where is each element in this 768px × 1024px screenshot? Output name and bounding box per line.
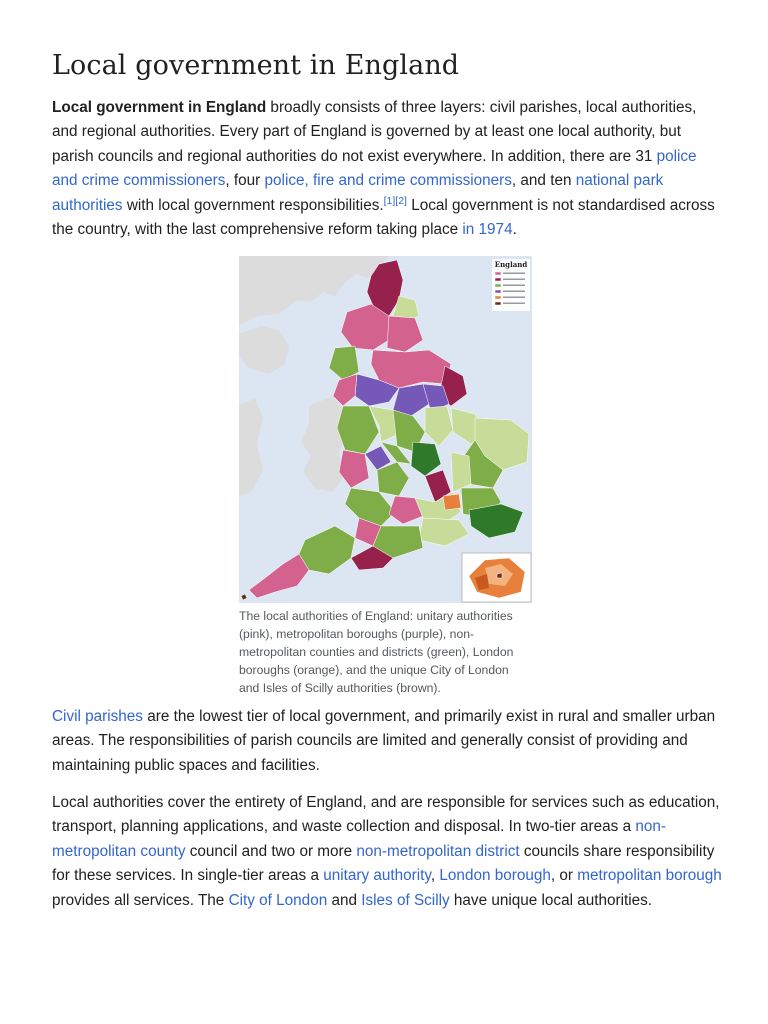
england-local-authorities-map[interactable]: [239, 256, 532, 603]
link-non-metropolitan-district[interactable]: non-metropolitan district: [356, 842, 520, 860]
reference-link[interactable]: [1][2]: [383, 194, 407, 207]
authorities-text: provides all services. The: [52, 891, 229, 909]
link-police-fire-and-crime-commissioners[interactable]: police, fire and crime commissioners: [264, 172, 512, 190]
intro-bold-lead: Local government in England: [52, 99, 267, 116]
link-non-metropolitan-county[interactable]: non-metropolitan county: [52, 818, 666, 860]
intro-text: , and ten: [511, 172, 576, 190]
intro-text: , four: [225, 172, 265, 190]
link-police-and-crime-commissioners[interactable]: police and crime commissioners: [52, 147, 697, 190]
link-national-park-authorities[interactable]: national park authorities: [52, 172, 664, 214]
authorities-text: councils share responsibility for these services. In single-tier areas a: [52, 842, 715, 885]
local-authorities-paragraph: [52, 791, 722, 913]
intro-text: .: [512, 221, 517, 239]
link-metropolitan-borough[interactable]: metropolitan borough: [577, 867, 722, 885]
link-civil-parishes[interactable]: Civil parishes: [52, 708, 143, 725]
intro-text: Local government is not standardised across the country, with the last comprehensive reform taking place: [52, 196, 715, 239]
authorities-text: have unique local authorities.: [449, 891, 653, 909]
map-figure: [239, 256, 532, 697]
authorities-text: ,: [430, 867, 440, 885]
link-london-borough[interactable]: London borough: [439, 867, 551, 885]
map-caption: The local authorities of England: unitary authorities (pink), metropolitan boroughs (purple), non-metropolitan counties and districts (green), London boroughs (orange), and the unique City of London and Isles of Scilly authorities (brown).: [239, 609, 514, 695]
intro-paragraph: [52, 96, 722, 242]
authorities-text: council and two or more: [185, 842, 357, 860]
map-legend-title: England: [494, 260, 528, 269]
intro-text: broadly consists of three layers: civil parishes, local authorities, and regional authorities. Every part of England is governed by at least one local authority, but parish councils and regional authorities do not exist everywhere. In addition, there are 31: [52, 99, 697, 165]
parishes-text: are the lowest tier of local government, and primarily exist in rural and smaller urban areas. The responsibilities of parish councils are limited and generally consist of providing and maintaining public spaces and facilities.: [52, 708, 716, 774]
link-city-of-london[interactable]: City of London: [228, 891, 328, 909]
link-unitary-authority[interactable]: unitary authority: [323, 867, 431, 885]
authorities-text: , or: [550, 867, 578, 885]
link-in-1974[interactable]: in 1974: [462, 221, 513, 239]
civil-parishes-paragraph: [52, 705, 722, 778]
authorities-text: Local authorities cover the entirety of England, and are responsible for services such as education, transport, planning applications, and waste collection and disposal. In two-tier areas a: [52, 794, 720, 836]
intro-text: with local government responsibilities.: [122, 196, 384, 214]
link-isles-of-scilly[interactable]: Isles of Scilly: [361, 891, 450, 909]
authorities-text: and: [327, 891, 362, 909]
page-title: Local government in England: [52, 50, 460, 81]
